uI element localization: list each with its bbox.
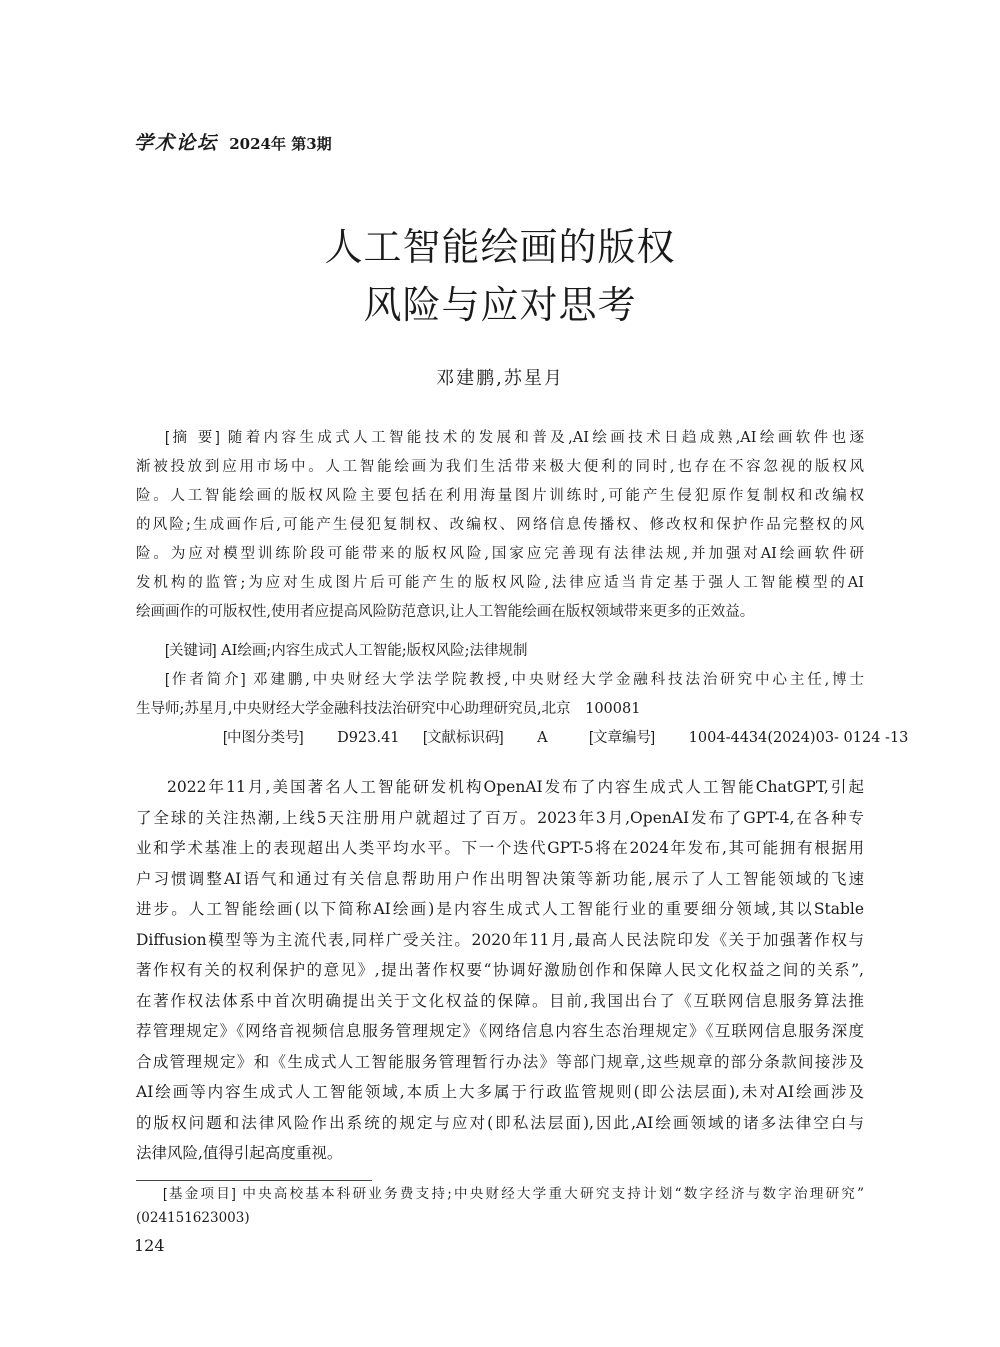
author-bio-line: 生导师;苏星月,中央财经大学金融科技法治研究中心助理研究员,北京 100081 — [136, 701, 641, 717]
body-line: 著作权有关的权利保护的意见》,提出著作权要“协调好激励创作和保障人民文化权益之间的关系”, — [136, 961, 864, 979]
abstract-line: [摘 要] 随着内容生成式人工智能技术的发展和普及,AI绘画技术日趋成熟,AI绘画软件也逐 — [165, 430, 864, 446]
abstract-line: 险。为应对模型训练阶段可能带来的版权风险,国家应完善现有法律法规,并加强对AI绘画软件研 — [136, 546, 864, 562]
body-line: AI绘画等内容生成式人工智能领域,本质上大多属于行政监管规则(即公法层面),未对AI绘画涉及 — [136, 1083, 864, 1101]
title-line: 人工智能绘画的版权 — [324, 225, 676, 269]
classification — [136, 724, 909, 753]
funding-line: [基金项目] 中央高校基本科研业务费支持;中央财经大学重大研究支持计划“数字经济与数字治理研究” — [163, 1186, 864, 1202]
abstract — [136, 424, 864, 627]
journal-logo: 学术论坛 — [134, 132, 219, 154]
abstract-line: 的风险;生成画作后,可能产生侵犯复制权、改编权、网络信息传播权、修改权和保护作品完整权的风 — [136, 517, 864, 533]
journal-header — [134, 128, 332, 155]
article-number-value: 1004-4434(2024)03- 0124 -13 — [688, 730, 909, 746]
body-line: 的版权问题和法律风险作出系统的规定与应对(即私法层面),因此,AI绘画领域的诸多法律空白与 — [136, 1113, 864, 1132]
clc-value: D923.41 — [337, 730, 400, 746]
authors: 邓建鹏,苏星月 — [436, 368, 564, 389]
keywords-label: [关键词] — [165, 643, 217, 659]
funding-line: (024151623003) — [136, 1210, 250, 1226]
doc-code-label: [文献标识码] — [423, 730, 504, 746]
body-line: 合成管理规定》和《生成式人工智能服务管理暂行办法》等部门规章,这些规章的部分条款间接涉及 — [136, 1052, 864, 1071]
abstract-line: 发机构的监管;为应对生成图片后可能产生的版权风险,法律应适当肯定基于强人工智能模型的AI — [136, 575, 864, 591]
abstract-label: [摘 要] — [165, 430, 220, 446]
body-line: 进步。人工智能绘画(以下简称AI绘画)是内容生成式人工智能行业的重要细分领域,其以Stable — [136, 900, 864, 918]
footnote-divider — [136, 1180, 372, 1181]
issue-info: 2024年 第3期 — [229, 135, 332, 153]
body-line: 了全球的关注热潮,上线5天注册用户就超过了百万。2023年3月,OpenAI发布了GPT-4,在各种专 — [136, 808, 864, 827]
author-bio-line: [作者简介] 邓建鹏,中央财经大学法学院教授,中央财经大学金融科技法治研究中心主任,博士 — [165, 672, 865, 688]
funding-note — [136, 1182, 864, 1230]
body-line: 业和学术基准上的表现超出人类平均水平。下一个迭代GPT-5将在2024年发布,其可能拥有根据用 — [136, 839, 864, 857]
article-number-label: [文章编号] — [589, 730, 656, 746]
body-text — [136, 772, 864, 1169]
body-line: Diffusion模型等为主流代表,同样广受关注。2020年11月,最高人民法院印发《关于加强著作权与 — [136, 930, 864, 949]
article-meta — [136, 637, 909, 753]
doc-code-value: A — [537, 730, 548, 746]
abstract-line: 渐被投放到应用市场中。人工智能绘画为我们生活带来极大便利的同时,也存在不容忽视的版权风 — [136, 459, 864, 475]
body-line: 2022年11月,美国著名人工智能研发机构OpenAI发布了内容生成式人工智能ChatGPT,引起 — [167, 778, 864, 796]
abstract-line: 绘画画作的可版权性,使用者应提高风险防范意识,让人工智能绘画在版权领域带来更多的正效益。 — [136, 604, 755, 620]
article-title — [0, 218, 1000, 334]
title-line: 风险与应对思考 — [363, 283, 637, 327]
keywords — [136, 637, 864, 666]
clc-label: [中图分类号] — [223, 730, 304, 746]
body-line: 户习惯调整AI语气和通过有关信息帮助用户作出明智决策等新功能,展示了人工智能领域的飞速 — [136, 869, 864, 888]
body-line: 荐管理规定》《网络音视频信息服务管理规定》《网络信息内容生态治理规定》《互联网信息服务深度 — [136, 1022, 864, 1040]
page-number: 124 — [134, 1236, 165, 1255]
author-bio-label: [作者简介] — [165, 672, 246, 688]
body-line: 在著作权法体系中首次明确提出关于文化权益的保障。目前,我国出台了《互联网信息服务算法推 — [136, 991, 864, 1010]
keywords-text: AI绘画;内容生成式人工智能;版权风险;法律规制 — [221, 643, 528, 659]
body-line: 法律风险,值得引起高度重视。 — [136, 1144, 343, 1162]
abstract-line: 险。人工智能绘画的版权风险主要包括在利用海量图片训练时,可能产生侵犯原作复制权和改编权 — [136, 488, 864, 504]
funding-label: [基金项目] — [163, 1186, 236, 1201]
